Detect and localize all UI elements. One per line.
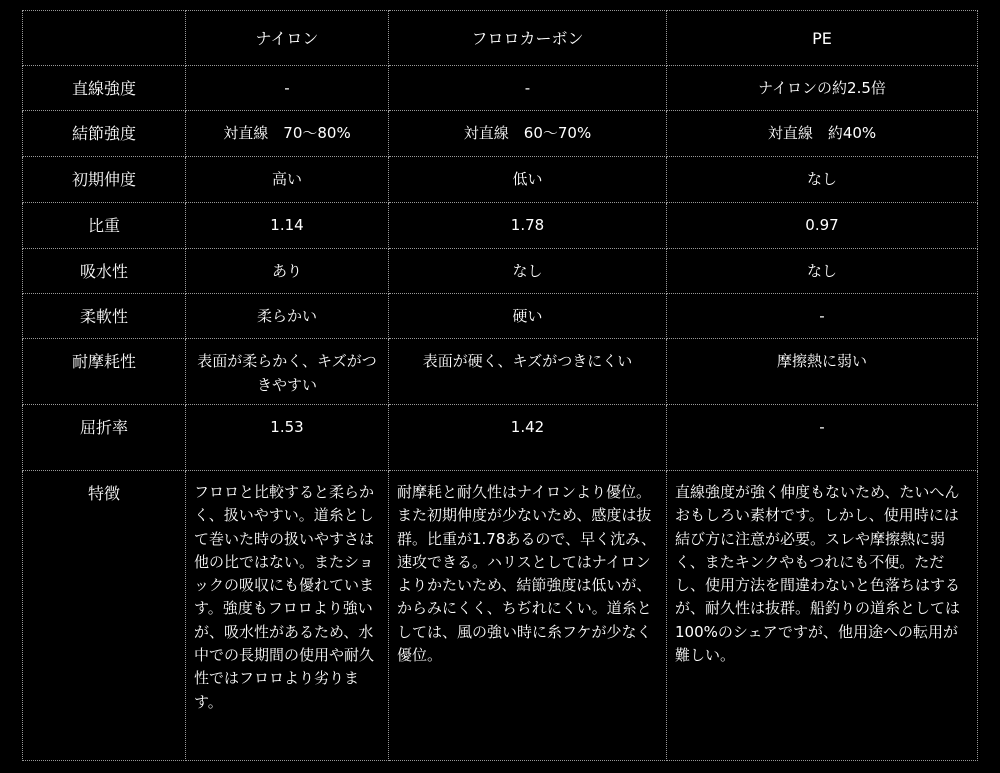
- cell-value: なし: [667, 249, 978, 294]
- cell-value: 1.14: [186, 203, 389, 249]
- cell-value: 硬い: [389, 294, 667, 339]
- cell-value: 対直線 60～70%: [389, 111, 667, 157]
- features-row: [23, 471, 978, 761]
- cell-value: 柔らかい: [186, 294, 389, 339]
- features-pe: 直線強度が強く伸度もないため、たいへんおもしろい素材です。しかし、使用時には結び方に注意が必要。スレや摩擦熱に弱く、またキンクやもつれにも不便。ただし、使用方法を間違わないと色落ちはするが、耐久性は抜群。船釣りの道糸としては100%のシェアですが、他用途への転用が難しい。: [667, 471, 978, 761]
- row-label-features: 特徴: [23, 471, 186, 761]
- cell-value: 対直線 70～80%: [186, 111, 389, 157]
- features-fluorocarbon: 耐摩耗と耐久性はナイロンより優位。また初期伸度が少ないため、感度は抜群。比重が1.78あるので、早く沈み、速攻できる。ハリスとしてはナイロンよりかたいため、結節強度は低いが、からみにくく、ちぢれにくい。道糸としては、風の強い時に糸フケが少なく優位。: [389, 471, 667, 761]
- header-nylon: ナイロン: [186, 11, 389, 66]
- table-row: [23, 66, 978, 111]
- line-comparison-table: [22, 10, 978, 761]
- cell-value: 0.97: [667, 203, 978, 249]
- table-row: [23, 157, 978, 203]
- table-row: [23, 249, 978, 294]
- cell-value: あり: [186, 249, 389, 294]
- cell-value: 低い: [389, 157, 667, 203]
- table-row: [23, 405, 978, 471]
- table-row: [23, 294, 978, 339]
- cell-value: -: [667, 294, 978, 339]
- row-label-knot-strength: 結節強度: [23, 111, 186, 157]
- row-label-abrasion-resistance: 耐摩耗性: [23, 339, 186, 405]
- cell-value: 高い: [186, 157, 389, 203]
- cell-value: ナイロンの約2.5倍: [667, 66, 978, 111]
- comparison-table-container: [22, 10, 977, 760]
- cell-value: 表面が硬く、キズがつきにくい: [389, 339, 667, 405]
- header-pe: PE: [667, 11, 978, 66]
- header-row: [23, 11, 978, 66]
- cell-value: 1.42: [389, 405, 667, 471]
- row-label-initial-elongation: 初期伸度: [23, 157, 186, 203]
- cell-value: -: [186, 66, 389, 111]
- cell-value: 対直線 約40%: [667, 111, 978, 157]
- table-row: [23, 111, 978, 157]
- row-label-refractive-index: 屈折率: [23, 405, 186, 471]
- row-label-flexibility: 柔軟性: [23, 294, 186, 339]
- cell-value: -: [667, 405, 978, 471]
- cell-value: 1.78: [389, 203, 667, 249]
- cell-value: 1.53: [186, 405, 389, 471]
- cell-value: -: [389, 66, 667, 111]
- cell-value: なし: [667, 157, 978, 203]
- table-row: [23, 339, 978, 405]
- cell-value: 摩擦熱に弱い: [667, 339, 978, 405]
- features-nylon: フロロと比較すると柔らかく、扱いやすい。道糸として巻いた時の扱いやすさは他の比ではない。またショックの吸収にも優れています。強度もフロロより強いが、吸水性があるため、水中での長期間の使用や耐久性ではフロロより劣ります。: [186, 471, 389, 761]
- row-label-water-absorption: 吸水性: [23, 249, 186, 294]
- table-row: [23, 203, 978, 249]
- cell-value: なし: [389, 249, 667, 294]
- header-empty-cell: [23, 11, 186, 66]
- row-label-specific-gravity: 比重: [23, 203, 186, 249]
- cell-value: 表面が柔らかく、キズがつきやすい: [186, 339, 389, 405]
- header-fluorocarbon: フロロカーボン: [389, 11, 667, 66]
- row-label-straight-strength: 直線強度: [23, 66, 186, 111]
